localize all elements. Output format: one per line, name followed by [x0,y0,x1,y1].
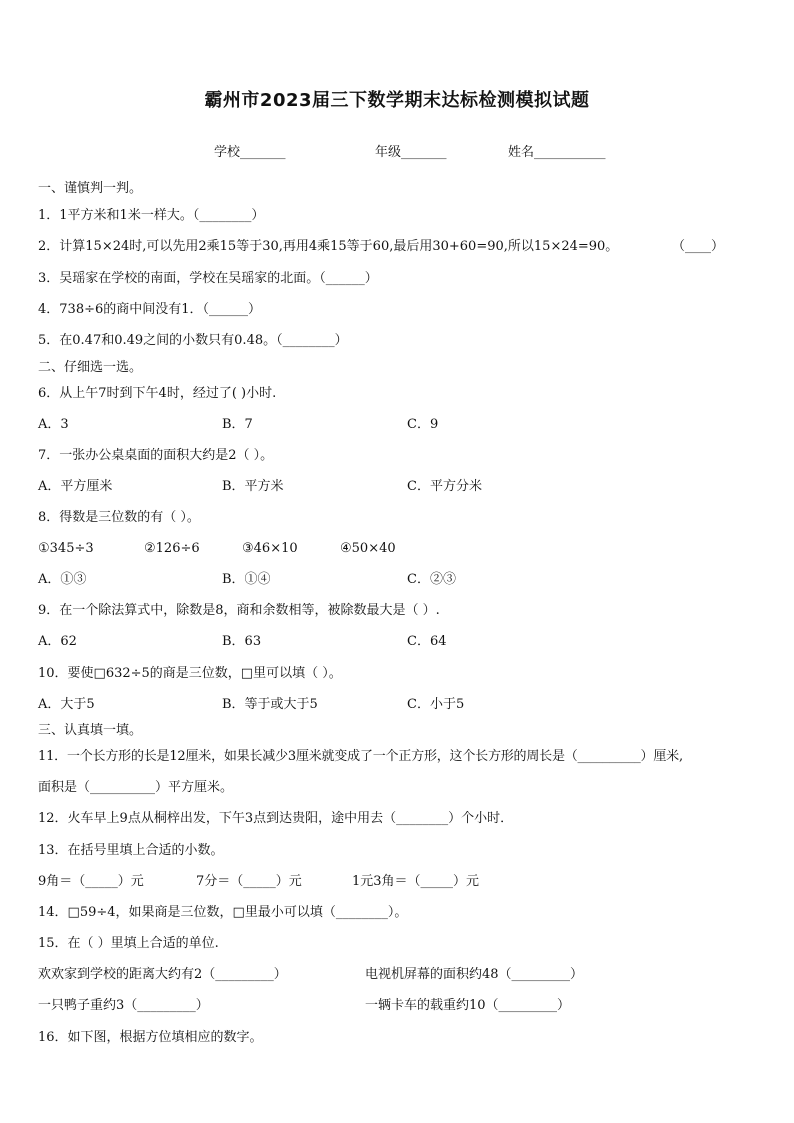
question-9: 9．在一个除法算式中，除数是8，商和余数相等，被除数最大是（ ）. [38,603,440,618]
question-8-item-1: ①345÷3 [38,541,94,556]
question-2: 2．计算15×24时,可以先用2乘15等于30,再用4乘15等于60,最后用30+60=90,所以15×24=90。 [38,239,619,254]
question-9-option-c: C．64 [407,634,447,649]
page-title: 霸州市2023届三下数学期末达标检测模拟试题 [204,90,590,111]
question-15-part-b: 电视机屏幕的面积约48（_________） [365,967,584,982]
grade-field: 年级_______ [375,145,447,160]
section-heading-2: 二、仔细选一选。 [38,360,143,375]
question-9-option-b: B．63 [222,634,262,649]
question-8-item-2: ②126÷6 [144,541,200,556]
question-13-part-c: 1元3角＝（_____）元 [352,874,480,889]
question-6-option-c: C．9 [407,417,439,432]
question-10-option-a: A．大于5 [38,697,95,712]
question-8-item-4: ④50×40 [340,541,396,556]
question-6: 6．从上午7时到下午4时，经过了( )小时. [38,386,277,401]
section-heading-1: 一、谨慎判一判。 [38,181,143,196]
question-10: 10．要使□632÷5的商是三位数，□里可以填（ ）。 [38,666,342,681]
question-13-part-b: 7分＝（_____）元 [196,874,302,889]
question-3: 3．吴瑶家在学校的南面，学校在吴瑶家的北面。（______） [38,271,378,286]
question-6-option-b: B．7 [222,417,253,432]
question-15-part-d: 一辆卡车的载重约10（_________） [365,998,571,1013]
question-2-blank: （____） [672,239,725,254]
question-13-part-a: 9角＝（_____）元 [38,874,144,889]
question-16: 16．如下图，根据方位填相应的数字。 [38,1030,263,1045]
question-9-option-a: A．62 [38,634,77,649]
section-heading-3: 三、认真填一填。 [38,723,143,738]
question-7-option-b: B．平方米 [222,479,284,494]
question-15-part-a: 欢欢家到学校的距离大约有2（_________） [38,967,287,982]
question-7-option-a: A．平方厘米 [38,479,113,494]
name-field: 姓名___________ [508,145,606,160]
question-11-continued: 面积是（__________）平方厘米。 [38,780,234,795]
question-8-option-b: B．①④ [222,572,271,587]
question-6-option-a: A．3 [38,417,69,432]
question-1: 1．1平方米和1米一样大。（________） [38,208,265,223]
question-13: 13．在括号里填上合适的小数。 [38,843,224,858]
question-10-option-c: C．小于5 [407,697,465,712]
question-11: 11．一个长方形的长是12厘米，如果长减少3厘米就变成了一个正方形，这个长方形的周长是（__________）厘米, [38,749,683,764]
question-8-item-3: ③46×10 [242,541,298,556]
question-10-option-b: B．等于或大于5 [222,697,318,712]
question-7: 7．一张办公桌桌面的面积大约是2（ ）。 [38,448,274,463]
question-7-option-c: C．平方分米 [407,479,482,494]
question-8-option-c: C．②③ [407,572,456,587]
question-12: 12．火车早上9点从桐梓出发，下午3点到达贵阳，途中用去（________）个小时． [38,811,514,826]
question-8-option-a: A．①③ [38,572,87,587]
question-15-part-c: 一只鸭子重约3（_________） [38,998,209,1013]
question-4: 4．738÷6的商中间没有1．（______） [38,302,262,317]
question-15: 15．在（ ）里填上合适的单位. [38,936,219,951]
school-field: 学校_______ [214,145,286,160]
question-14: 14．□59÷4，如果商是三位数，□里最小可以填（________）。 [38,905,408,920]
question-5: 5．在0.47和0.49之间的小数只有0.48。（________） [38,333,348,348]
question-8: 8．得数是三位数的有（ ）。 [38,510,200,525]
